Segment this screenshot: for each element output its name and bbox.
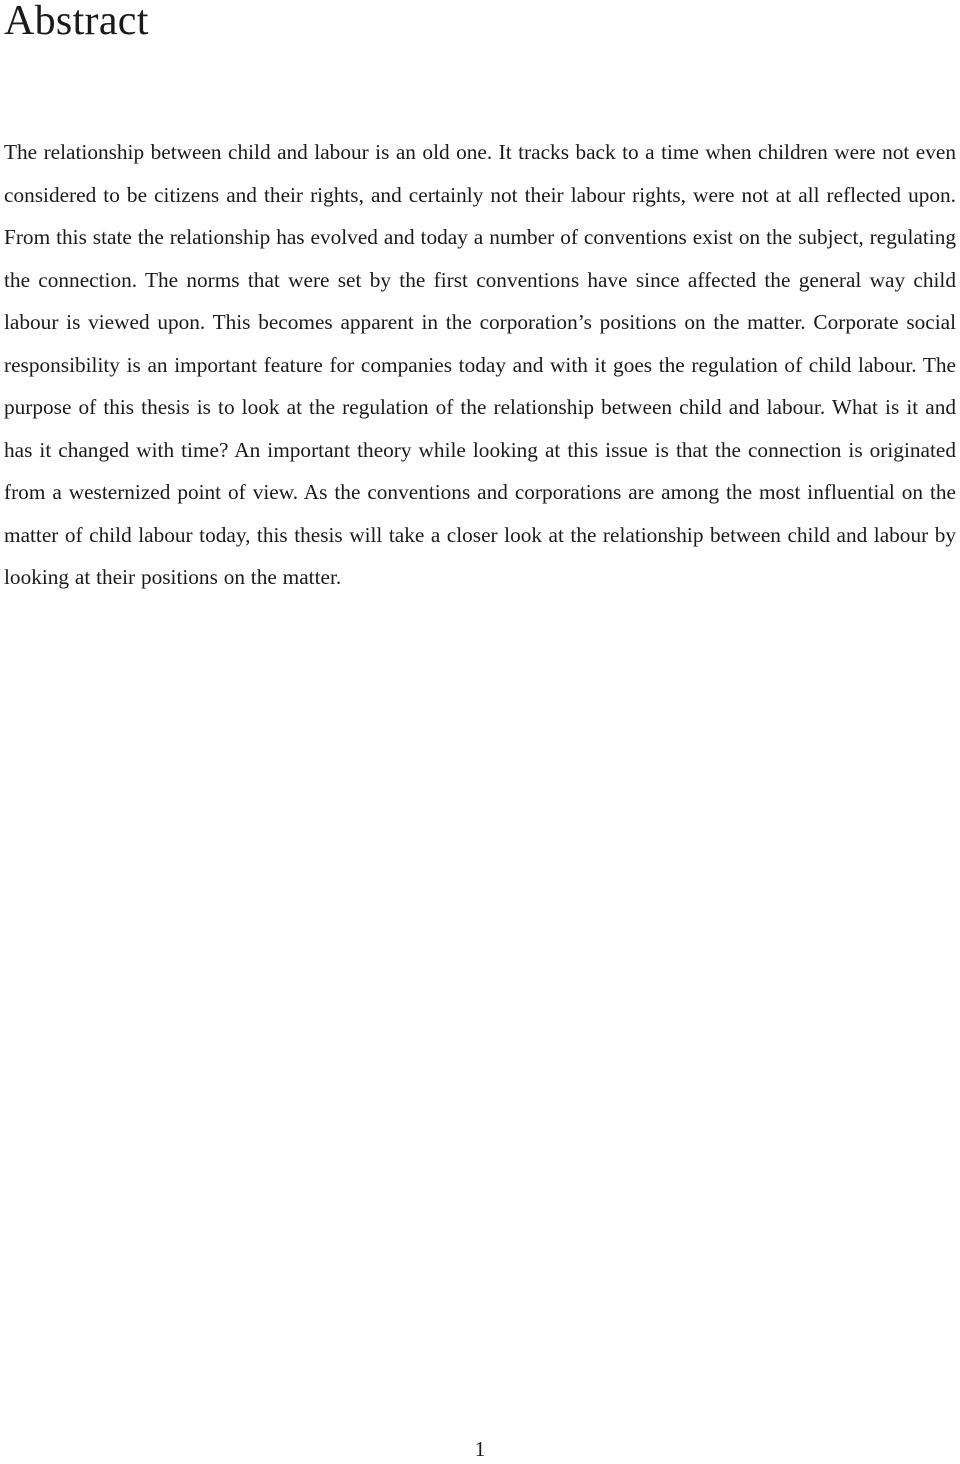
page-number: 1 bbox=[474, 1437, 486, 1461]
page-title: Abstract bbox=[4, 0, 149, 44]
abstract-paragraph: The relationship between child and labour is an old one. It tracks back to a time when children were not even considered to be citizens and their rights, and certainly not their labour rights, were not at all reflected upon. From this state the relationship has evolved and today a number of conventions exist on the subject, regulating the connection. The norms that were set by the first conventions have since affected the general way child labour is viewed upon. This becomes apparent in the corporation’s positions on the matter. Corporate social responsibility is an important feature for companies today and with it goes the regulation of child labour. The purpose of this thesis is to look at the regulation of the relationship between child and labour. What is it and has it changed with time? An important theory while looking at this issue is that the connection is originated from a westernized point of view. As the conventions and corporations are among the most influential on the matter of child labour today, this thesis will take a closer look at the relationship between child and labour by looking at their positions on the matter. bbox=[4, 140, 956, 589]
